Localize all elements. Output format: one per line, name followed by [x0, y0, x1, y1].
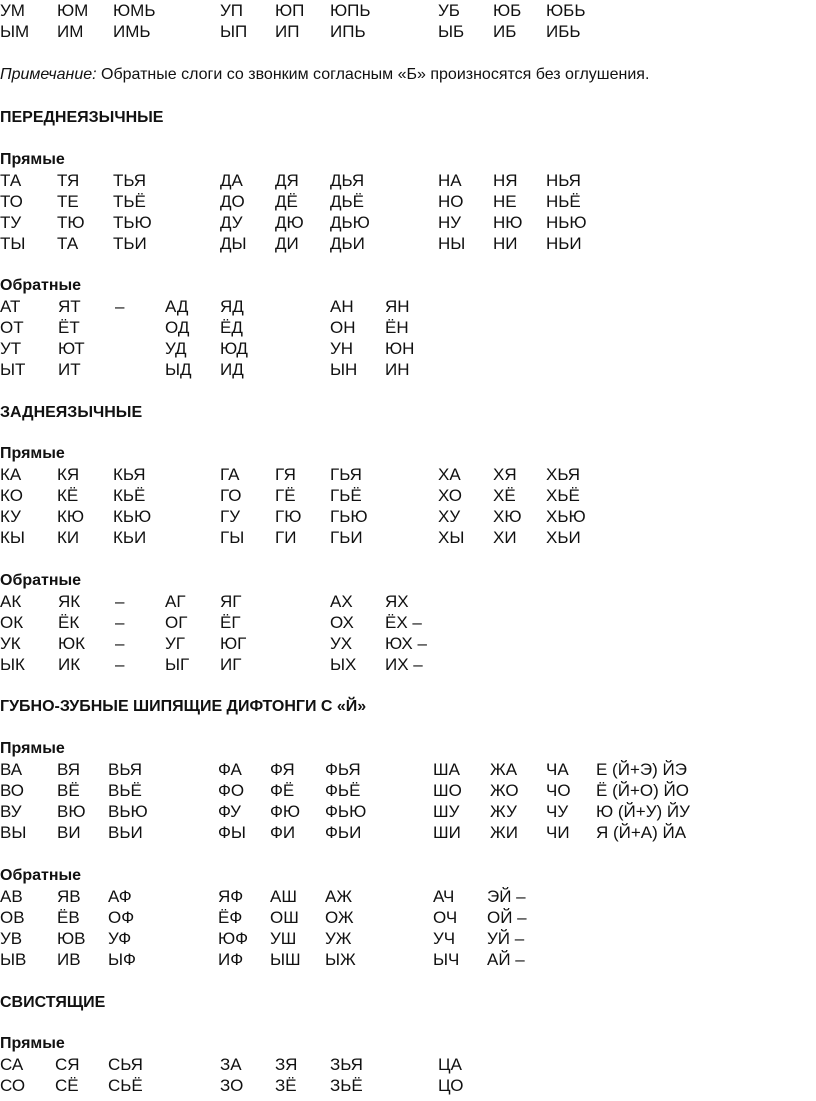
reverse-label-back: Обратные	[0, 572, 82, 589]
syllable-cell: ОК	[0, 613, 24, 632]
syllable-cell: ГЫ	[220, 528, 245, 547]
syllable-cell: ВЯ	[57, 760, 81, 779]
syllable-row	[0, 338, 816, 359]
syllable-row	[0, 527, 816, 548]
syllable-cell: НЬЮ	[546, 213, 587, 232]
syllable-cell: ИМЬ	[113, 22, 151, 41]
syllable-cell: ЮГ	[220, 634, 247, 653]
syllable-cell: ЮП	[275, 1, 305, 20]
syllable-cell: УН	[330, 339, 354, 358]
syllable-cell: ХА	[438, 465, 461, 484]
syllable-cell: ЖА	[490, 760, 518, 779]
syllable-cell: ОВ	[0, 908, 25, 927]
section-title-labio: ГУБНО-ЗУБНЫЕ ШИПЯЩИЕ ДИФТОНГИ С «Й»	[0, 698, 367, 715]
syllable-cell: ЖО	[490, 781, 519, 800]
syllable-cell: ЧА	[546, 760, 569, 779]
syllable-row	[0, 612, 816, 633]
syllable-cell: ЯГ	[220, 592, 242, 611]
syllable-cell: ОГ	[165, 613, 188, 632]
syllable-cell: АН	[330, 297, 354, 316]
syllable-cell: УЖ	[325, 929, 352, 948]
syllable-cell: ТЬЮ	[113, 213, 152, 232]
syllable-cell: ГЬЁ	[330, 486, 362, 505]
syllable-cell: ИВ	[57, 950, 81, 969]
syllable-cell: АК	[0, 592, 22, 611]
syllable-cell: АД	[165, 297, 189, 316]
syllable-cell: ЁГ	[220, 613, 241, 632]
syllable-cell: УЧ	[433, 929, 456, 948]
syllable-row	[0, 949, 816, 970]
syllable-cell: ЮХ –	[385, 634, 427, 653]
syllable-block-front-direct	[0, 170, 816, 254]
syllable-cell: Я (Й+А) ЙА	[596, 823, 687, 842]
syllable-cell: КЯ	[57, 465, 80, 484]
syllable-cell: СА	[0, 1055, 24, 1074]
syllable-cell: ЁК	[58, 613, 80, 632]
syllable-cell: ХЫ	[438, 528, 465, 547]
syllable-cell: ЗЬЯ	[330, 1055, 363, 1074]
syllable-cell: ФЬЮ	[325, 802, 367, 821]
syllable-cell: ЮВ	[57, 929, 86, 948]
syllable-cell: ЧУ	[546, 802, 569, 821]
syllable-cell: ЁН	[385, 318, 409, 337]
syllable-cell: ШО	[433, 781, 462, 800]
syllable-cell: ВЬЁ	[108, 781, 142, 800]
syllable-cell: ЮПЬ	[330, 1, 371, 20]
syllable-cell: ВУ	[0, 802, 22, 821]
direct-label-labio: Прямые	[0, 740, 65, 757]
syllable-block-labio-direct	[0, 759, 816, 843]
syllable-cell: ЧИ	[546, 823, 570, 842]
syllable-cell: ХЮ	[493, 507, 522, 526]
syllable-cell: ЫК	[0, 655, 25, 674]
syllable-cell: ТА	[0, 171, 22, 190]
syllable-cell: УД	[165, 339, 187, 358]
syllable-row	[0, 633, 816, 654]
syllable-row	[0, 506, 816, 527]
syllable-cell: НИ	[493, 234, 518, 253]
syllable-row	[0, 21, 816, 42]
syllable-cell: ФЁ	[270, 781, 295, 800]
syllable-cell: ЫВ	[0, 950, 27, 969]
syllable-cell: ВИ	[57, 823, 81, 842]
syllable-row	[0, 1075, 816, 1096]
syllable-cell: ДЮ	[275, 213, 304, 232]
syllable-cell: ФЬЁ	[325, 781, 361, 800]
syllable-cell: КЬИ	[113, 528, 147, 547]
syllable-row	[0, 212, 816, 233]
syllable-cell: –	[115, 592, 125, 611]
syllable-cell: ОЖ	[325, 908, 354, 927]
syllable-row	[0, 317, 816, 338]
syllable-cell: ЁФ	[218, 908, 243, 927]
syllable-cell: ГА	[220, 465, 240, 484]
syllable-cell: ХЬЮ	[546, 507, 586, 526]
syllable-cell: ХЯ	[493, 465, 517, 484]
syllable-cell: СЁ	[55, 1076, 79, 1095]
syllable-cell: –	[115, 655, 125, 674]
syllable-cell: ОФ	[108, 908, 135, 927]
syllable-cell: АВ	[0, 887, 23, 906]
syllable-cell: ГО	[220, 486, 242, 505]
syllable-cell: ЗА	[220, 1055, 242, 1074]
syllable-cell: ЗЁ	[275, 1076, 297, 1095]
syllable-cell: ЮД	[220, 339, 248, 358]
syllable-cell: ЯД	[220, 297, 244, 316]
syllable-cell: АЙ –	[487, 950, 525, 969]
syllable-cell: ГЁ	[275, 486, 296, 505]
syllable-cell: ЯК	[58, 592, 81, 611]
syllable-cell: ХО	[438, 486, 462, 505]
syllable-cell: ВО	[0, 781, 24, 800]
syllable-cell: ФЬЯ	[325, 760, 361, 779]
syllable-cell: КО	[0, 486, 23, 505]
syllable-cell: ЮФ	[218, 929, 249, 948]
syllable-cell: ВЬЯ	[108, 760, 143, 779]
reverse-label-labio: Обратные	[0, 867, 82, 884]
syllable-cell: ИП	[275, 22, 300, 41]
syllable-cell: ГУ	[220, 507, 241, 526]
syllable-row	[0, 759, 816, 780]
syllable-cell: ТЕ	[57, 192, 79, 211]
syllable-cell: ДЁ	[275, 192, 298, 211]
syllable-cell: КИ	[57, 528, 80, 547]
syllable-cell: ВЬЮ	[108, 802, 148, 821]
syllable-block-back-reverse	[0, 591, 816, 675]
syllable-cell: ХИ	[493, 528, 517, 547]
syllable-row	[0, 591, 816, 612]
section-title-front: ПЕРЕДНЕЯЗЫЧНЫЕ	[0, 109, 164, 126]
syllable-cell: ЫЖ	[325, 950, 356, 969]
syllable-cell: ТЬЁ	[113, 192, 146, 211]
syllable-cell: ДЬЁ	[330, 192, 365, 211]
syllable-cell: ХЬЯ	[546, 465, 581, 484]
syllable-cell: ЫМ	[0, 22, 30, 41]
syllable-cell: ХУ	[438, 507, 461, 526]
syllable-cell: ДО	[220, 192, 245, 211]
syllable-cell: ОЧ	[433, 908, 458, 927]
syllable-row	[0, 654, 816, 675]
syllable-cell: ОТ	[0, 318, 24, 337]
syllable-cell: Е (Й+Э) ЙЭ	[596, 760, 687, 779]
syllable-cell: ЖУ	[490, 802, 517, 821]
syllable-cell: ВЁ	[57, 781, 80, 800]
syllable-cell: ГЯ	[275, 465, 296, 484]
syllable-cell: КЮ	[57, 507, 85, 526]
syllable-cell: ОШ	[270, 908, 299, 927]
syllable-row	[0, 485, 816, 506]
syllable-cell: ЫФ	[108, 950, 136, 969]
syllable-cell: ИК	[58, 655, 81, 674]
syllable-cell: ОН	[330, 318, 356, 337]
syllable-cell: АЧ	[433, 887, 455, 906]
syllable-cell: КЬЯ	[113, 465, 146, 484]
section-title-back: ЗАДНЕЯЗЫЧНЫЕ	[0, 404, 143, 421]
syllable-cell: ВА	[0, 760, 23, 779]
syllable-cell: ЫБ	[438, 22, 465, 41]
syllable-cell: ШУ	[433, 802, 460, 821]
syllable-row	[0, 1054, 816, 1075]
syllable-cell: ФА	[218, 760, 242, 779]
syllable-cell: ЁВ	[57, 908, 80, 927]
syllable-cell: УК	[0, 634, 21, 653]
syllable-cell: ХЁ	[493, 486, 516, 505]
syllable-cell: ЁХ –	[385, 613, 422, 632]
syllable-cell: НЬИ	[546, 234, 582, 253]
direct-label-front: Прямые	[0, 151, 65, 168]
syllable-cell: НЮ	[493, 213, 523, 232]
syllable-cell: ИТ	[58, 360, 81, 379]
syllable-cell: ЫШ	[270, 950, 301, 969]
syllable-cell: НЯ	[493, 171, 518, 190]
syllable-cell: ДУ	[220, 213, 243, 232]
syllable-cell: ЮК	[58, 634, 86, 653]
syllable-cell: ДЬЮ	[330, 213, 370, 232]
syllable-cell: СЬЁ	[108, 1076, 143, 1095]
syllable-cell: ИМ	[57, 22, 84, 41]
syllable-cell: НА	[438, 171, 462, 190]
syllable-cell: ЯВ	[57, 887, 81, 906]
syllable-row	[0, 191, 816, 212]
syllable-block-labio-reverse	[0, 886, 816, 970]
syllable-cell: ФО	[218, 781, 245, 800]
syllable-cell: ВЮ	[57, 802, 86, 821]
syllable-cell: ХЬИ	[546, 528, 581, 547]
syllable-cell: ГЬЮ	[330, 507, 368, 526]
syllable-cell: ИГ	[220, 655, 242, 674]
syllable-cell: ИБЬ	[546, 22, 581, 41]
syllable-cell: ТА	[57, 234, 79, 253]
syllable-cell: ЮБ	[493, 1, 522, 20]
syllable-cell: ГЬЯ	[330, 465, 362, 484]
syllable-cell: ОЙ –	[487, 908, 527, 927]
syllable-row	[0, 0, 816, 21]
syllable-cell: ДЬИ	[330, 234, 365, 253]
syllable-cell: ИД	[220, 360, 244, 379]
syllable-row	[0, 928, 816, 949]
syllable-row	[0, 780, 816, 801]
syllable-cell: КЬЁ	[113, 486, 146, 505]
syllable-cell: ЗЬЁ	[330, 1076, 363, 1095]
syllable-cell: ЮМ	[57, 1, 89, 20]
syllable-cell: ОХ	[330, 613, 354, 632]
syllable-cell: НЫ	[438, 234, 466, 253]
syllable-cell: КУ	[0, 507, 21, 526]
syllable-cell: ЫГ	[165, 655, 190, 674]
syllable-cell: ЫП	[220, 22, 248, 41]
syllable-block-back-direct	[0, 464, 816, 548]
syllable-cell: АТ	[0, 297, 21, 316]
section-title-whistle: СВИСТЯЩИЕ	[0, 994, 106, 1011]
syllable-row	[0, 822, 816, 843]
syllable-cell: НЬЁ	[546, 192, 581, 211]
syllable-cell: НО	[438, 192, 464, 211]
syllable-cell: ГЬИ	[330, 528, 363, 547]
syllable-block-front-reverse	[0, 296, 816, 380]
syllable-cell: –	[115, 613, 125, 632]
direct-label-back: Прямые	[0, 445, 65, 462]
syllable-cell: АХ	[330, 592, 353, 611]
syllable-row	[0, 907, 816, 928]
syllable-cell: АФ	[108, 887, 132, 906]
syllable-cell: Ё (Й+О) ЙО	[596, 781, 689, 800]
syllable-cell: НУ	[438, 213, 462, 232]
syllable-cell: ФЫ	[218, 823, 246, 842]
syllable-cell: УБ	[438, 1, 460, 20]
syllable-cell: ТЬИ	[113, 234, 147, 253]
syllable-cell: ЯТ	[58, 297, 81, 316]
syllable-cell: ЫЧ	[433, 950, 460, 969]
syllable-cell: ФУ	[218, 802, 241, 821]
syllable-cell: СЬЯ	[108, 1055, 143, 1074]
syllable-cell: НЬЯ	[546, 171, 581, 190]
syllable-cell: –	[115, 297, 125, 316]
syllable-row	[0, 170, 816, 191]
syllable-cell: ЗО	[220, 1076, 244, 1095]
syllable-cell: ВЬИ	[108, 823, 143, 842]
syllable-cell: ФИ	[270, 823, 296, 842]
syllable-cell: ИХ –	[385, 655, 423, 674]
syllable-cell: ША	[433, 760, 460, 779]
syllable-cell: ДА	[220, 171, 243, 190]
syllable-cell: ФЬИ	[325, 823, 362, 842]
syllable-cell: ЁД	[220, 318, 243, 337]
syllable-cell: ДИ	[275, 234, 299, 253]
syllable-cell: ЮМЬ	[113, 1, 156, 20]
syllable-row	[0, 233, 816, 254]
syllable-cell: УП	[220, 1, 244, 20]
syllable-cell: ИФ	[218, 950, 244, 969]
syllable-cell: ТЫ	[0, 234, 26, 253]
syllable-cell: ЮТ	[58, 339, 85, 358]
syllable-cell: ЮН	[385, 339, 415, 358]
syllable-cell: КЁ	[57, 486, 79, 505]
syllable-cell: ФЮ	[270, 802, 301, 821]
syllable-cell: ИБ	[493, 22, 517, 41]
syllable-cell: ЭЙ –	[487, 887, 526, 906]
syllable-row	[0, 801, 816, 822]
syllable-cell: ЦА	[438, 1055, 462, 1074]
syllable-cell: Ю (Й+У) ЙУ	[596, 802, 690, 821]
note-label: Примечание:	[0, 66, 97, 83]
syllable-cell: АЖ	[325, 887, 353, 906]
syllable-cell: ТУ	[0, 213, 22, 232]
syllable-cell: ЫТ	[0, 360, 26, 379]
syllable-cell: ДЫ	[220, 234, 247, 253]
syllable-row	[0, 886, 816, 907]
syllable-cell: ВЫ	[0, 823, 27, 842]
syllable-cell: КА	[0, 465, 22, 484]
syllable-cell: ИПЬ	[330, 22, 366, 41]
syllable-cell: ЯФ	[218, 887, 244, 906]
syllable-cell: ГИ	[275, 528, 297, 547]
syllable-row	[0, 464, 816, 485]
syllable-cell: ТЬЯ	[113, 171, 147, 190]
syllable-cell: ТЮ	[57, 213, 85, 232]
syllable-cell: НЕ	[493, 192, 517, 211]
syllable-cell: УЙ –	[487, 929, 525, 948]
syllable-cell: УГ	[165, 634, 186, 653]
syllable-cell: ИН	[385, 360, 410, 379]
syllable-cell: СО	[0, 1076, 26, 1095]
note-text: Обратные слоги со звонким согласным «Б» произносятся без оглушения.	[96, 66, 650, 83]
syllable-cell: УФ	[108, 929, 132, 948]
reverse-label-front: Обратные	[0, 277, 82, 294]
syllable-cell: КЬЮ	[113, 507, 152, 526]
syllable-cell: ТО	[0, 192, 23, 211]
syllable-cell: ЧО	[546, 781, 571, 800]
syllable-cell: ХЬЁ	[546, 486, 580, 505]
syllable-cell: УТ	[0, 339, 22, 358]
syllable-cell: АШ	[270, 887, 297, 906]
syllable-cell: ЫХ	[330, 655, 357, 674]
syllable-cell: ЫН	[330, 360, 358, 379]
syllable-cell: ЯХ	[385, 592, 409, 611]
syllable-cell: ДЯ	[275, 171, 299, 190]
syllable-cell: ЯН	[385, 297, 410, 316]
syllable-cell: –	[115, 634, 125, 653]
syllable-row	[0, 296, 816, 317]
syllable-cell: УМ	[0, 1, 25, 20]
syllable-cell: ЦО	[438, 1076, 464, 1095]
syllable-cell: АГ	[165, 592, 186, 611]
syllable-row	[0, 359, 816, 380]
syllable-block-whistle-direct	[0, 1054, 816, 1096]
syllable-cell: КЫ	[0, 528, 25, 547]
syllable-cell: ЖИ	[490, 823, 518, 842]
syllable-cell: ШИ	[433, 823, 461, 842]
syllable-cell: ЮБЬ	[546, 1, 586, 20]
syllable-cell: УШ	[270, 929, 297, 948]
syllable-cell: ДЬЯ	[330, 171, 365, 190]
syllable-block-top	[0, 0, 816, 42]
syllable-cell: СЯ	[55, 1055, 80, 1074]
syllable-cell: ОД	[165, 318, 190, 337]
note-paragraph	[0, 66, 649, 84]
syllable-cell: ТЯ	[57, 171, 80, 190]
direct-label-whistle: Прямые	[0, 1035, 65, 1052]
syllable-cell: УВ	[0, 929, 23, 948]
syllable-cell: ЁТ	[58, 318, 80, 337]
syllable-cell: УХ	[330, 634, 353, 653]
syllable-cell: ГЮ	[275, 507, 302, 526]
syllable-cell: ФЯ	[270, 760, 295, 779]
syllable-cell: ЗЯ	[275, 1055, 298, 1074]
syllable-cell: ЫД	[165, 360, 192, 379]
